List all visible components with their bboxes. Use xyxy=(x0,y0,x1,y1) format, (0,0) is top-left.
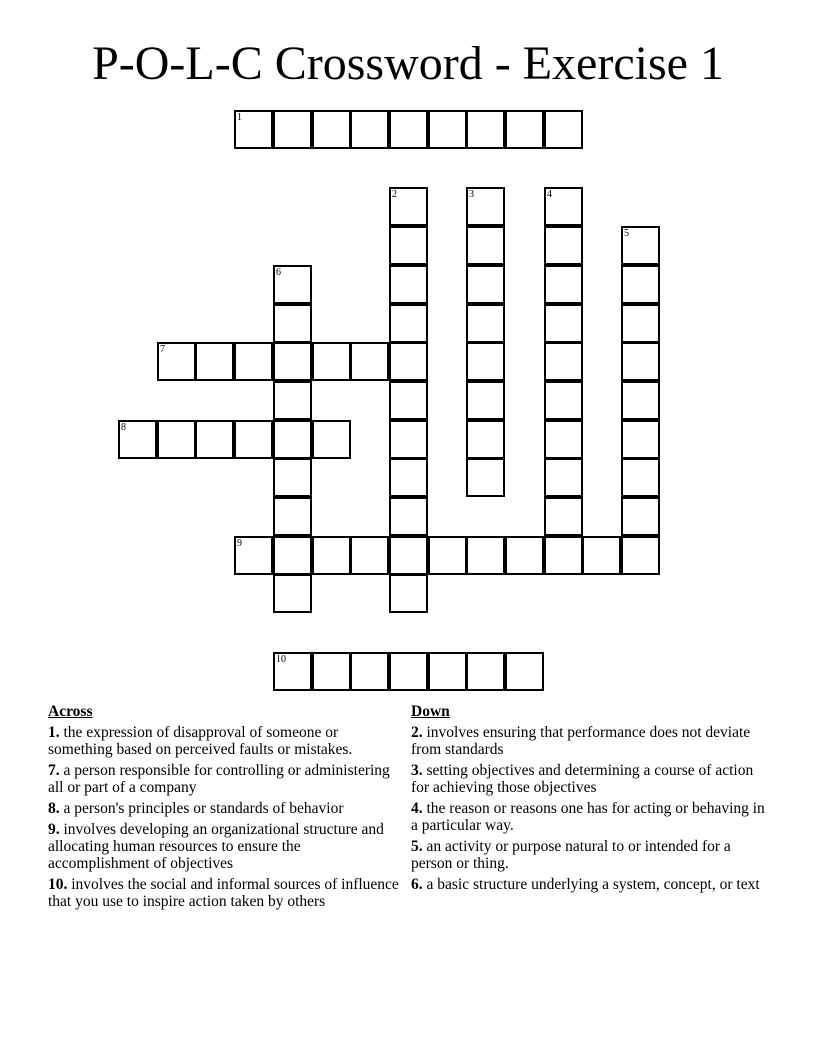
grid-cell[interactable] xyxy=(273,574,312,613)
clue-number: 2. xyxy=(411,724,423,741)
clue-down-3 xyxy=(411,762,766,796)
grid-cell[interactable] xyxy=(312,420,351,459)
clue-number: 7. xyxy=(48,762,60,779)
page-title: P-O-L-C Crossword - Exercise 1 xyxy=(92,37,724,90)
grid-cell[interactable] xyxy=(389,342,428,381)
grid-cell[interactable] xyxy=(428,536,467,575)
cell-number: 9 xyxy=(237,538,242,549)
grid-cell[interactable] xyxy=(273,458,312,497)
grid-cell[interactable] xyxy=(466,420,505,459)
clue-across-8 xyxy=(48,800,403,817)
grid-cell[interactable] xyxy=(389,458,428,497)
cell-number: 5 xyxy=(624,228,629,239)
grid-cell[interactable] xyxy=(466,226,505,265)
grid-cell[interactable] xyxy=(234,420,273,459)
grid-cell[interactable] xyxy=(466,536,505,575)
clue-across-1 xyxy=(48,724,403,758)
grid-cell[interactable] xyxy=(273,304,312,343)
grid-cell[interactable] xyxy=(544,536,583,575)
grid-cell[interactable] xyxy=(544,304,583,343)
grid-cell[interactable] xyxy=(195,342,234,381)
grid-cell[interactable] xyxy=(273,652,312,691)
grid-cell[interactable] xyxy=(273,497,312,536)
clue-number: 8. xyxy=(48,800,60,817)
grid-cell[interactable] xyxy=(350,342,389,381)
grid-cell[interactable] xyxy=(389,187,428,226)
grid-cell[interactable] xyxy=(157,342,196,381)
grid-cell[interactable] xyxy=(312,110,351,149)
clue-number: 6. xyxy=(411,876,423,893)
grid-cell[interactable] xyxy=(234,110,273,149)
clue-number: 9. xyxy=(48,821,60,838)
grid-cell[interactable] xyxy=(428,652,467,691)
clue-text: a person's principles or standards of behavior xyxy=(63,800,344,817)
clue-text: a basic structure underlying a system, concept, or text xyxy=(426,876,760,893)
grid-cell[interactable] xyxy=(273,265,312,304)
grid-cell[interactable] xyxy=(621,536,660,575)
down-heading: Down xyxy=(411,703,450,720)
grid-cell[interactable] xyxy=(389,497,428,536)
grid-cell[interactable] xyxy=(621,265,660,304)
grid-cell[interactable] xyxy=(234,342,273,381)
grid-cell[interactable] xyxy=(505,536,544,575)
down-clues xyxy=(411,703,766,897)
clue-down-2 xyxy=(411,724,766,758)
grid-cell[interactable] xyxy=(544,458,583,497)
grid-cell[interactable] xyxy=(621,458,660,497)
grid-cell[interactable] xyxy=(157,420,196,459)
clue-number: 4. xyxy=(411,800,423,817)
clue-down-6 xyxy=(411,876,766,893)
grid-cell[interactable] xyxy=(312,342,351,381)
clue-down-4 xyxy=(411,800,766,834)
clue-number: 10. xyxy=(48,876,68,893)
clue-across-7 xyxy=(48,762,403,796)
grid-cell[interactable] xyxy=(466,110,505,149)
clue-text: the expression of disapproval of someone or something based on perceived faults or mistakes. xyxy=(48,724,353,758)
grid-cell[interactable] xyxy=(312,536,351,575)
grid-cell[interactable] xyxy=(389,304,428,343)
grid-cell[interactable] xyxy=(466,342,505,381)
cell-number: 6 xyxy=(276,267,281,278)
grid-cell[interactable] xyxy=(466,187,505,226)
grid-cell[interactable] xyxy=(621,420,660,459)
grid-cell[interactable] xyxy=(544,187,583,226)
grid-cell[interactable] xyxy=(466,304,505,343)
clue-text: involves developing an organizational structure and allocating human resources to ensure the accomplishment of objectives xyxy=(48,821,384,872)
grid-cell[interactable] xyxy=(621,381,660,420)
clue-text: an activity or purpose natural to or intended for a person or thing. xyxy=(411,838,731,872)
across-heading: Across xyxy=(48,703,93,720)
cell-number: 10 xyxy=(276,654,286,665)
grid-cell[interactable] xyxy=(273,381,312,420)
cell-number: 2 xyxy=(392,189,397,200)
clue-number: 3. xyxy=(411,762,423,779)
grid-cell[interactable] xyxy=(389,265,428,304)
grid-cell[interactable] xyxy=(544,497,583,536)
grid-cell[interactable] xyxy=(389,574,428,613)
grid-cell[interactable] xyxy=(544,381,583,420)
grid-cell[interactable] xyxy=(621,226,660,265)
grid-cell[interactable] xyxy=(466,458,505,497)
grid-cell[interactable] xyxy=(466,265,505,304)
grid-cell[interactable] xyxy=(389,381,428,420)
cell-number: 1 xyxy=(237,112,242,123)
grid-cell[interactable] xyxy=(621,342,660,381)
grid-cell[interactable] xyxy=(234,536,273,575)
grid-cell[interactable] xyxy=(621,497,660,536)
grid-cell[interactable] xyxy=(428,110,467,149)
cell-number: 3 xyxy=(469,189,474,200)
grid-cell[interactable] xyxy=(389,226,428,265)
grid-cell[interactable] xyxy=(389,536,428,575)
grid-cell[interactable] xyxy=(544,226,583,265)
clue-text: the reason or reasons one has for acting or behaving in a particular way. xyxy=(411,800,765,834)
grid-cell[interactable] xyxy=(195,420,234,459)
grid-cell[interactable] xyxy=(350,652,389,691)
grid-cell[interactable] xyxy=(273,110,312,149)
grid-cell[interactable] xyxy=(312,652,351,691)
grid-cell[interactable] xyxy=(466,381,505,420)
clue-text: a person responsible for controlling or administering all or part of a company xyxy=(48,762,390,796)
grid-cell[interactable] xyxy=(582,536,621,575)
grid-cell[interactable] xyxy=(273,420,312,459)
grid-cell[interactable] xyxy=(544,110,583,149)
clue-text: involves ensuring that performance does not deviate from standards xyxy=(411,724,751,758)
across-clues xyxy=(48,703,403,914)
grid-cell[interactable] xyxy=(118,420,157,459)
clue-across-9 xyxy=(48,821,403,872)
grid-cell[interactable] xyxy=(389,420,428,459)
clue-down-5 xyxy=(411,838,766,872)
clue-across-10 xyxy=(48,876,403,910)
grid-cell[interactable] xyxy=(505,652,544,691)
cell-number: 7 xyxy=(160,344,165,355)
grid-cell[interactable] xyxy=(621,304,660,343)
grid-cell[interactable] xyxy=(544,420,583,459)
clue-text: involves the social and informal sources of influence that you use to inspire action taken by others xyxy=(48,876,399,910)
grid-cell[interactable] xyxy=(389,110,428,149)
cell-number: 8 xyxy=(121,422,126,433)
grid-cell[interactable] xyxy=(389,652,428,691)
grid-cell[interactable] xyxy=(273,536,312,575)
grid-cell[interactable] xyxy=(544,342,583,381)
clue-number: 5. xyxy=(411,838,423,855)
grid-cell[interactable] xyxy=(350,110,389,149)
grid-cell[interactable] xyxy=(544,265,583,304)
grid-cell[interactable] xyxy=(466,652,505,691)
grid-cell[interactable] xyxy=(505,110,544,149)
grid-cell[interactable] xyxy=(350,536,389,575)
clue-text: setting objectives and determining a course of action for achieving those objectives xyxy=(411,762,754,796)
cell-number: 4 xyxy=(547,189,552,200)
grid-cell[interactable] xyxy=(273,342,312,381)
clue-number: 1. xyxy=(48,724,60,741)
